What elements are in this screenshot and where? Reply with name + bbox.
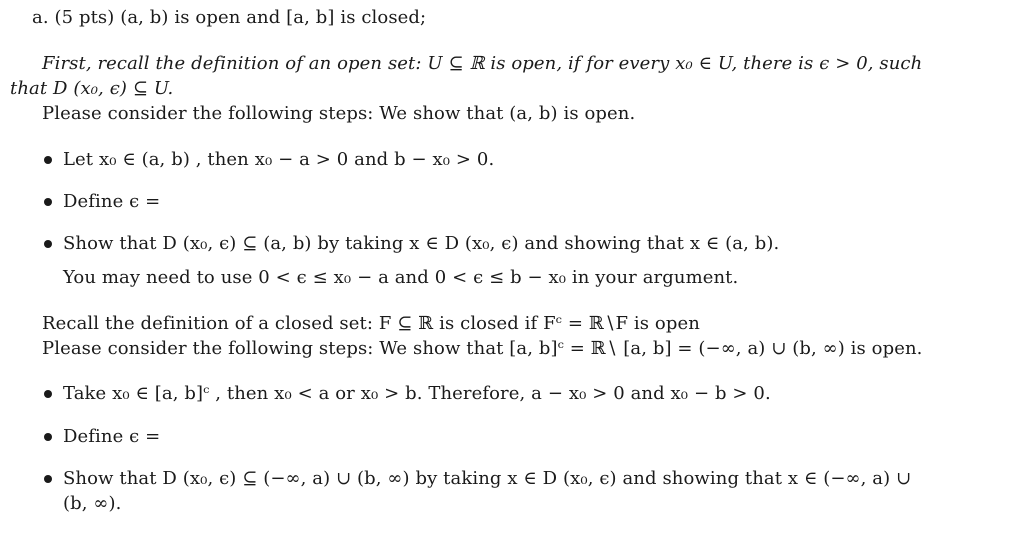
closed-steps-intro: Please consider the following steps: We show that [a, b]ᶜ = ℝ∖ [a, b] = (−∞, a) ∪ (b, ∞) is open.	[42, 338, 923, 359]
closed-set-definition: Recall the definition of a closed set: F ⊆ ℝ is closed if Fᶜ = ℝ∖F is open	[42, 313, 700, 334]
open-set-definition-line-1: First, recall the definition of an open set: U ⊆ ℝ is open, if for every x₀ ∈ U, there is ϵ > 0, such	[42, 53, 923, 74]
closed-step-1: Take x₀ ∈ [a, b]ᶜ , then x₀ < a or x₀ > b. Therefore, a − x₀ > 0 and x₀ − b > 0.	[63, 383, 771, 404]
open-step-3-hint: You may need to use 0 < ϵ ≤ x₀ − a and 0 < ϵ ≤ b − x₀ in your argument.	[63, 267, 739, 288]
bullet-icon	[44, 156, 52, 164]
closed-step-3: Show that D (x₀, ϵ) ⊆ (−∞, a) ∪ (b, ∞) by taking x ∈ D (x₀, ϵ) and showing that x ∈ (−∞, a) ∪	[63, 468, 912, 489]
bullet-icon	[44, 198, 52, 206]
closed-step-3-continued: (b, ∞).	[63, 493, 122, 514]
open-step-3: Show that D (x₀, ϵ) ⊆ (a, b) by taking x ∈ D (x₀, ϵ) and showing that x ∈ (a, b).	[63, 233, 780, 254]
bullet-icon	[44, 433, 52, 441]
bullet-icon	[44, 475, 52, 483]
open-step-1: Let x₀ ∈ (a, b) , then x₀ − a > 0 and b − x₀ > 0.	[63, 149, 495, 170]
problem-header: a. (5 pts) (a, b) is open and [a, b] is closed;	[32, 7, 427, 28]
bullet-icon	[44, 390, 52, 398]
open-steps-intro: Please consider the following steps: We show that (a, b) is open.	[42, 103, 636, 124]
open-step-2: Define ϵ =	[63, 191, 161, 212]
bullet-icon	[44, 240, 52, 248]
closed-step-2: Define ϵ =	[63, 426, 161, 447]
open-set-definition-line-2: that D (x₀, ϵ) ⊆ U.	[10, 78, 174, 99]
